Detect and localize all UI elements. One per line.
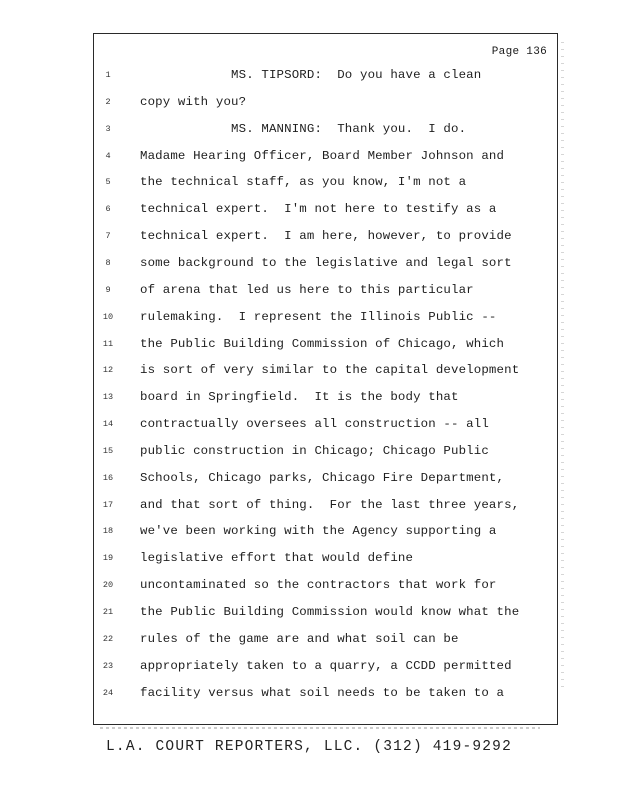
- line-number: 9: [105, 284, 111, 295]
- line-number: 2: [105, 96, 111, 107]
- line-number: 19: [102, 553, 114, 564]
- line-number: 21: [102, 607, 114, 617]
- scan-edge-artifact: [561, 42, 564, 692]
- transcript-line: MS. MANNING: Thank you. I do.: [140, 121, 467, 136]
- line-number: 12: [102, 365, 114, 376]
- line-number: 5: [105, 177, 111, 188]
- line-number: 24: [102, 687, 114, 698]
- transcript-line: MS. TIPSORD: Do you have a clean: [140, 68, 482, 82]
- line-number: 7: [105, 231, 111, 242]
- line-number: 6: [105, 204, 111, 215]
- line-number: 23: [102, 660, 114, 671]
- transcript-line: Schools, Chicago parks, Chicago Fire Department,: [140, 470, 505, 485]
- line-number: 22: [102, 633, 114, 644]
- line-number: 18: [102, 526, 114, 537]
- transcript-line: technical expert. I'm not here to testify as a: [140, 202, 497, 217]
- line-number: 20: [102, 580, 114, 591]
- court-reporter-footer: L.A. COURT REPORTERS, LLC. (312) 419-9292: [106, 739, 512, 755]
- transcript-line: technical expert. I am here, however, to provide: [140, 229, 512, 244]
- line-number: 11: [102, 338, 114, 349]
- line-number: 17: [102, 499, 114, 510]
- transcript-line: the Public Building Commission of Chicago, which: [140, 336, 505, 351]
- transcript-line: copy with you?: [140, 94, 247, 109]
- line-number: 14: [102, 419, 114, 430]
- transcript-line: appropriately taken to a quarry, a CCDD permitted: [140, 658, 512, 673]
- scan-bottom-artifact: [100, 727, 540, 729]
- transcript-line: rulemaking. I represent the Illinois Public --: [140, 309, 497, 324]
- line-number: 15: [102, 445, 114, 456]
- transcript-line: board in Springfield. It is the body that: [140, 390, 459, 405]
- transcript-line: and that sort of thing. For the last three years,: [140, 497, 520, 512]
- transcript-line: we've been working with the Agency supporting a: [140, 524, 497, 539]
- line-number: 10: [102, 311, 114, 322]
- transcript-line: contractually oversees all construction -- all: [140, 417, 489, 432]
- line-number: 3: [105, 123, 111, 134]
- page-number: Page 136: [491, 46, 547, 58]
- line-number: 16: [102, 472, 114, 483]
- line-number: 4: [105, 150, 111, 161]
- transcript-line: of arena that led us here to this particular: [140, 282, 474, 297]
- transcript-line: legislative effort that would define: [140, 551, 414, 566]
- line-number: 1: [105, 70, 111, 80]
- transcript-line: some background to the legislative and legal sort: [140, 255, 512, 270]
- transcript-line: Madame Hearing Officer, Board Member Johnson and: [140, 148, 505, 163]
- transcript-line: is sort of very similar to the capital development: [140, 363, 520, 378]
- line-number: 8: [105, 257, 111, 268]
- transcript-line: the Public Building Commission would know what the: [140, 605, 520, 619]
- transcript-page: [93, 33, 558, 725]
- transcript-line: rules of the game are and what soil can be: [140, 631, 459, 646]
- transcript-line: public construction in Chicago; Chicago Public: [140, 443, 489, 458]
- transcript-line: uncontaminated so the contractors that work for: [140, 578, 497, 593]
- transcript-line: the technical staff, as you know, I'm not a: [140, 175, 467, 190]
- line-number: 13: [102, 392, 114, 403]
- transcript-line: facility versus what soil needs to be taken to a: [140, 685, 505, 700]
